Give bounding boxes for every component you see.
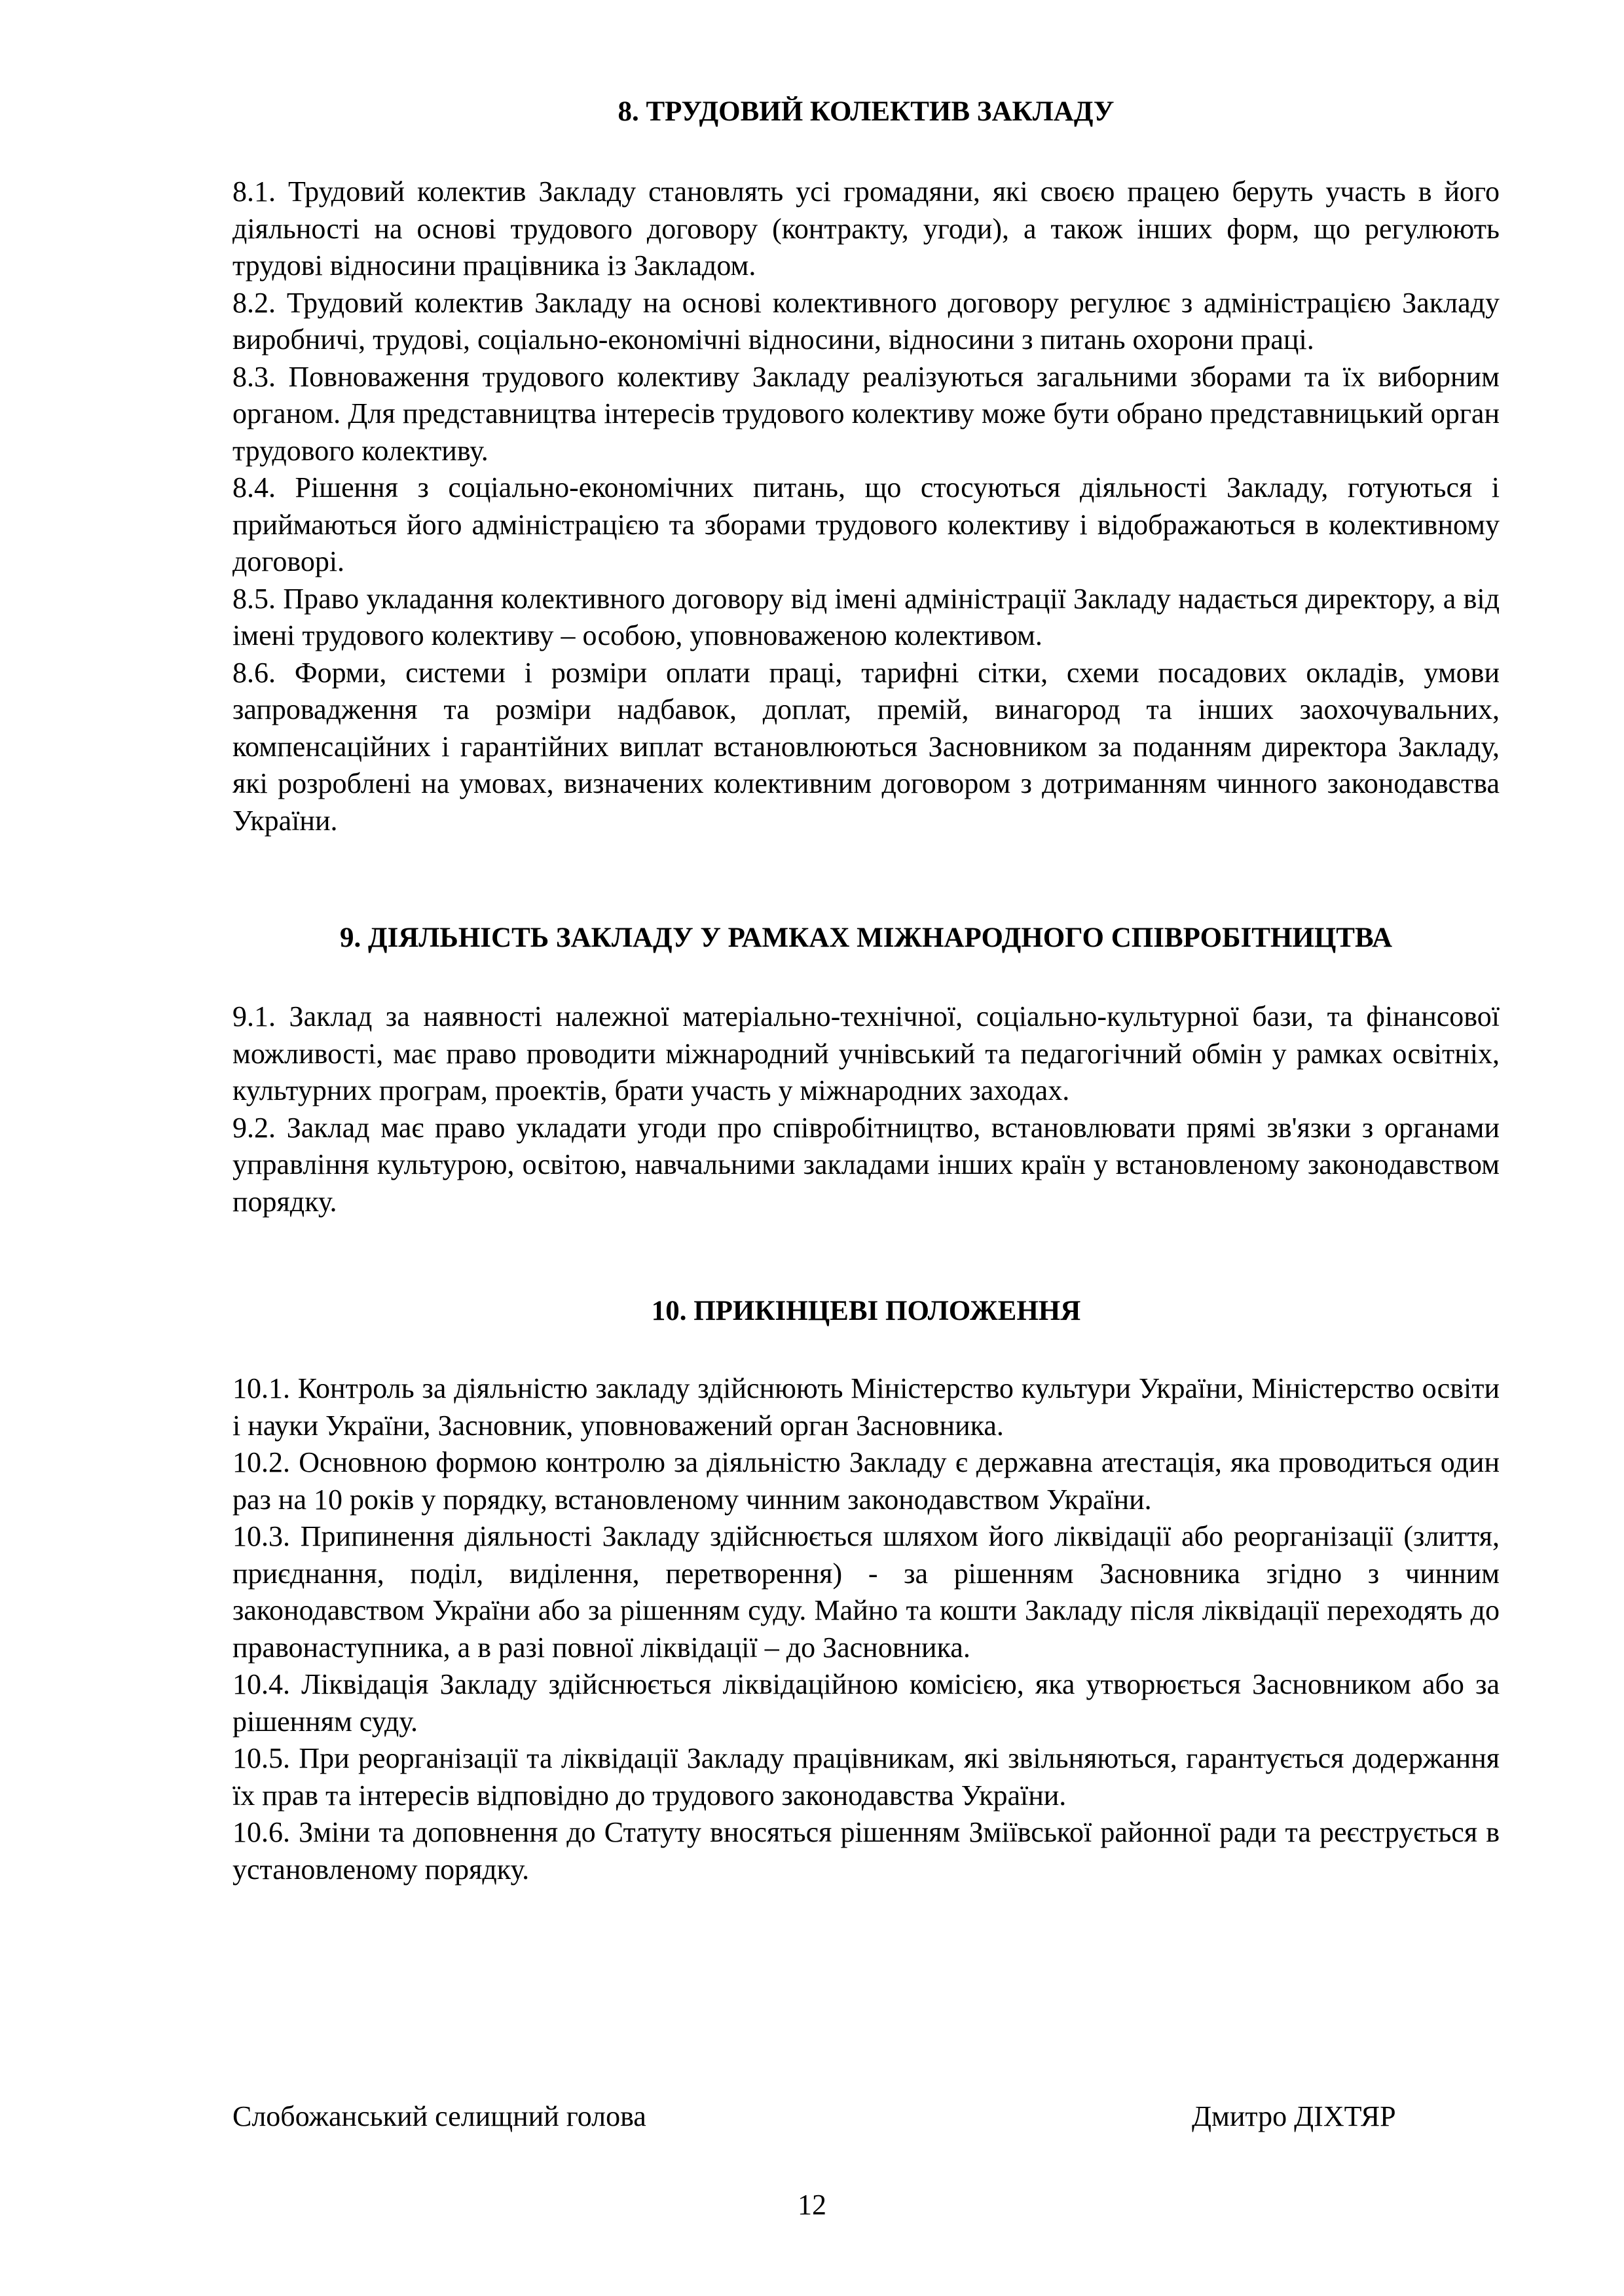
signatory-position: Слобожанський селищний голова xyxy=(232,2100,646,2132)
paragraph-8-3: 8.3. Повноваження трудового колективу Закладу реалізуються загальними зборами та їх виборним органом. Для представництва інтересів трудового колективу може бути обрано представницький орган трудового колективу. xyxy=(232,360,1500,467)
paragraph-10-5: 10.5. При реорганізації та ліквідації Закладу працівникам, які звільняються, гарантується додержання їх прав та інтересів відповідно до трудового законодавства України. xyxy=(232,1742,1500,1812)
paragraph-8-4: 8.4. Рішення з соціально-економічних питань, що стосуються діяльності Закладу, готуються і приймаються його адміністрацією та зборами трудового колективу і відображаються в колективному договорі. xyxy=(232,471,1500,577)
paragraph-10-6: 10.6. Зміни та доповнення до Статуту вносяться рішенням Зміївської районної ради та реєструється в установленому порядку. xyxy=(232,1816,1500,1886)
paragraph-8-1: 8.1. Трудовий колектив Закладу становлять усі громадяни, які своєю працею беруть участь в його діяльності на основі трудового договору (контракту, угоди), а також інших форм, що регулюють трудові відносини працівника із Закладом. xyxy=(232,175,1500,282)
section-body-8 xyxy=(232,173,1500,839)
section-heading-8: 8. ТРУДОВИЙ КОЛЕКТИВ ЗАКЛАДУ xyxy=(618,96,1115,127)
section-body-9 xyxy=(232,998,1500,1220)
paragraph-9-1: 9.1. Заклад за наявності належної матеріально-технічної, соціально-культурної бази, та фінансової можливості, має право проводити міжнародний учнівський та педагогічний обмін у рамках освітніх, культурних програм, проектів, брати участь у міжнародних заходах. xyxy=(232,1000,1500,1106)
paragraph-9-2: 9.2. Заклад має право укладати угоди про співробітництво, встановлювати прямі зв'язки з органами управління культурою, освітою, навчальними закладами інших країн у встановленому законодавством порядку. xyxy=(232,1111,1500,1218)
paragraph-8-6: 8.6. Форми, системи і розміри оплати праці, тарифні сітки, схеми посадових окладів, умови запровадження та розміри надбавок, доплат, премій, винагород та інших заохочувальних, компенсаційних і гарантійних виплат встановлюються Засновником за поданням директора Закладу, які розроблені на умовах, визначених колективним договором з дотриманням чинного законодавства України. xyxy=(232,656,1500,837)
paragraph-10-3: 10.3. Припинення діяльності Закладу здійснюється шляхом його ліквідації або реорганізації (злиття, приєднання, поділ, виділення, перетворення) - за рішенням Засновника згідно з чинним законодавством України або за рішенням суду. Майно та кошти Закладу після ліквідації переходять до правонаступника, а в разі повної ліквідації – до Засновника. xyxy=(232,1520,1500,1664)
section-body-10 xyxy=(232,1370,1500,1888)
paragraph-8-5: 8.5. Право укладання колективного договору від імені адміністрації Закладу надається директору, а від імені трудового колективу – особою, уповноваженою колективом. xyxy=(232,582,1500,651)
section-heading-10: 10. ПРИКІНЦЕВІ ПОЛОЖЕННЯ xyxy=(651,1296,1081,1326)
paragraph-8-2: 8.2. Трудовий колектив Закладу на основі колективного договору регулює з адміністрацією Закладу виробничі, трудові, соціально-економічні відносини, відносини з питань охорони праці. xyxy=(232,286,1500,355)
paragraph-10-2: 10.2. Основною формою контролю за діяльністю Закладу є державна атестація, яка проводиться один раз на 10 років у порядку, встановленому чинним законодавством України. xyxy=(232,1446,1500,1516)
signatory-name: Дмитро ДІХТЯР xyxy=(1192,2100,1396,2132)
page-number: 12 xyxy=(798,2189,826,2221)
section-heading-9: 9. ДІЯЛЬНІСТЬ ЗАКЛАДУ У РАМКАХ МІЖНАРОДНОГО СПІВРОБІТНИЦТВА xyxy=(340,922,1392,953)
paragraph-10-4: 10.4. Ліквідація Закладу здійснюється ліквідаційною комісією, яка утворюється Засновником або за рішенням суду. xyxy=(232,1668,1500,1738)
paragraph-10-1: 10.1. Контроль за діяльністю закладу здійснюють Міністерство культури України, Міністерство освіти і науки України, Засновник, уповноважений орган Засновника. xyxy=(232,1372,1500,1442)
